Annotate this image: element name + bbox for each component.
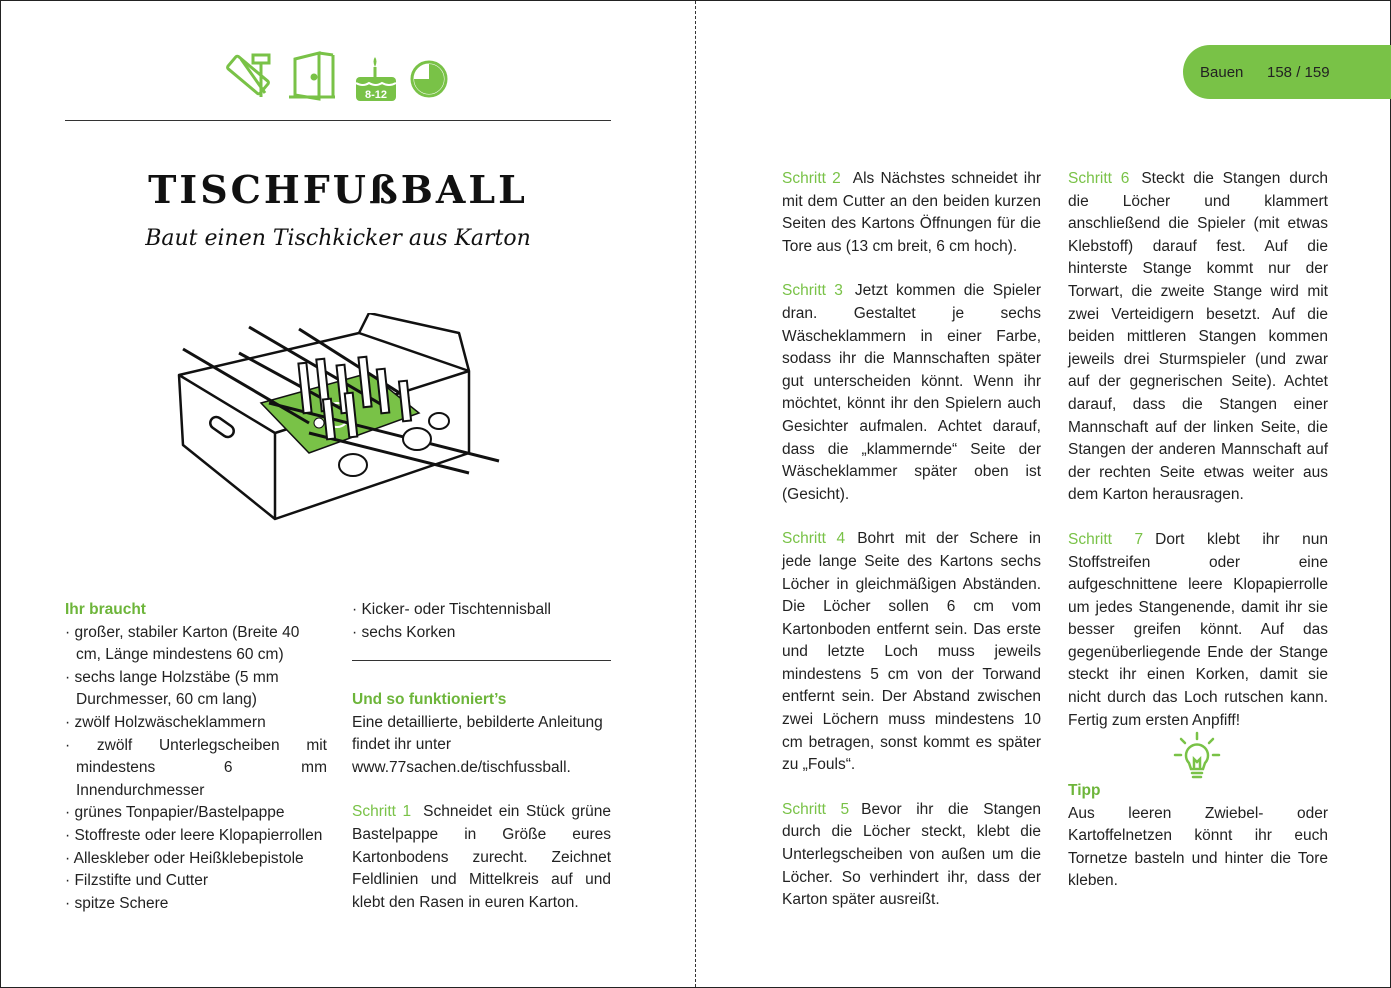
page-subtitle: Baut einen Tischkicker aus Karton bbox=[145, 226, 531, 251]
step-text: Als Nächstes schneidet ihr mit dem Cutter an den beiden kurzen Seiten des Kartons Öffnungen für die Tore aus (13 cm breit, 6 cm hoch). bbox=[782, 170, 1041, 255]
tip-text: Aus leeren Zwiebel- oder Kartoffelnetzen könnt ihr euch Tornetze basteln und hinter die Tore kleben. bbox=[1068, 804, 1328, 890]
howto-column bbox=[352, 689, 611, 914]
header-icons bbox=[219, 45, 459, 107]
materials-continued-column bbox=[352, 599, 611, 644]
step-4 bbox=[782, 528, 1041, 777]
materials-column bbox=[65, 599, 327, 915]
howto-text: Eine detaillierte, bebilderte Anleitung findet ihr unter www.77sachen.de/tischfussball. bbox=[352, 713, 603, 776]
step-text: Bohrt mit der Schere in jede lange Seite des Kartons sechs Löcher in gleichmäßigen Abständen. Die Löcher sollen 6 cm vom Kartonboden entfernt sein. Das erste und letzte Loch muss jeweils mindestens 5 cm von der Torwand entfernt sein. Der Abstand zwischen zwei Löchern muss mindestens 10 cm betragen, sonst kommt es später zu „Fouls“. bbox=[782, 530, 1041, 774]
page-title: TISCHFUßBALL bbox=[148, 167, 528, 212]
age-label: 8-12 bbox=[364, 89, 388, 101]
foosball-illustration bbox=[169, 313, 513, 525]
step-label: Schritt 3 bbox=[782, 282, 843, 300]
step-5 bbox=[782, 799, 1041, 912]
step-text: Jetzt kommen die Spieler dran. Gestaltet je sechs Wäscheklammern in einer Farbe, sodass ihr die Mannschaften später gut unterscheiden könnt. Wenn ihr möchtet, könnt ihr den Spielern auch Gesichter aufmalen. Achtet darauf, dass die „klammernde“ Seite der Wäscheklammer später oben ist (Gesicht). bbox=[782, 282, 1041, 503]
list-item: · zwölf Holzwäscheklammern bbox=[65, 712, 327, 735]
step-1 bbox=[352, 801, 611, 914]
step-label: Schritt 7 bbox=[1068, 530, 1144, 548]
step-label: Schritt 1 bbox=[352, 803, 412, 821]
list-item: · Filzstifte und Cutter bbox=[65, 870, 327, 893]
step-3 bbox=[782, 280, 1041, 506]
steps-column-left bbox=[782, 168, 1041, 912]
step-text: Schneidet ein Stück grüne Bastelpappe in Größe eures Kartonbodens zurecht. Zeichnet Feldlinien und Mittelkreis auf und klebt den Rasen in euren Karton. bbox=[352, 803, 611, 911]
list-item: · großer, stabiler Karton (Breite 40 cm, Länge mindestens 60 cm) bbox=[65, 622, 327, 667]
step-label: Schritt 4 bbox=[782, 530, 846, 548]
mid-rule-left bbox=[352, 660, 611, 661]
lightbulb-icon bbox=[1173, 731, 1221, 783]
hammer-ruler-icon bbox=[227, 55, 269, 97]
step-text: Dort klebt ihr nun Stoffstreifen oder eine aufgeschnittene leere Klopapierrolle um jedes Stangenende, damit ihr sie besser greifen könnt. Auf das gegenüberliegende Ende der Stange steckt ihr einen Korken, damit sie nicht durch das Loch rutschen kann. Fertig zum ersten Anpfiff! bbox=[1068, 530, 1329, 729]
list-item: · Kicker- oder Tischtennisball bbox=[352, 599, 611, 622]
list-item: · grünes Tonpapier/Bastelpappe bbox=[65, 802, 327, 825]
clock-icon bbox=[412, 62, 446, 96]
page-fold-line bbox=[695, 1, 696, 987]
step-label: Schritt 2 bbox=[782, 170, 841, 187]
materials-list-continued bbox=[352, 599, 611, 644]
section-label: Bauen bbox=[1200, 64, 1244, 81]
step-6 bbox=[1068, 168, 1328, 507]
page-tab bbox=[1183, 45, 1391, 99]
steps-column-right bbox=[1068, 168, 1328, 732]
age-cake-icon bbox=[356, 57, 396, 101]
list-item: · sechs Korken bbox=[352, 622, 611, 645]
materials-heading: Ihr braucht bbox=[65, 601, 146, 618]
step-text: Bevor ihr die Stangen durch die Löcher steckt, klebt die Unterlegscheiben von außen um die Löcher. So verhindert ihr, dass der Karton später ausreißt. bbox=[782, 800, 1041, 909]
door-icon bbox=[289, 53, 335, 99]
list-item: · sechs lange Holzstäbe (5 mm Durchmesser, 60 cm lang) bbox=[65, 667, 327, 712]
materials-list bbox=[65, 622, 327, 916]
list-item: · zwölf Unterlegscheiben mit mindestens 6 mm Innendurchmesser bbox=[65, 735, 327, 803]
step-2 bbox=[782, 168, 1041, 258]
howto-heading: Und so funktioniert’s bbox=[352, 691, 507, 708]
top-rule-left bbox=[65, 120, 611, 121]
page-numbers: 158 / 159 bbox=[1267, 64, 1330, 81]
step-label: Schritt 5 bbox=[782, 800, 850, 818]
step-7 bbox=[1068, 529, 1328, 732]
tip-column bbox=[1068, 780, 1328, 893]
tip-heading: Tipp bbox=[1068, 782, 1101, 799]
list-item: · Stoffreste oder leere Klopapierrollen bbox=[65, 825, 327, 848]
list-item: · Alleskleber oder Heißklebepistole bbox=[65, 848, 327, 871]
step-label: Schritt 6 bbox=[1068, 170, 1130, 187]
list-item: · spitze Schere bbox=[65, 893, 327, 916]
step-text: Steckt die Stangen durch die Löcher und klammert anschließend die Spieler (mit etwas Klebstoff) darauf fest. Auf die hinterste Stange kommt nur der Torwart, die zweite Stange wird mit zwei Verteidigern besetzt. Auf die beiden mittleren Stangen kommen jeweils drei Sturmspieler (und zwar auf der gegnerischen Seite). Achtet darauf, dass die Stangen einer Mannschaft auf der linken Seite, die Stangen der anderen Mannschaft auf der rechten Seite etwas weiter aus dem Karton herausragen. bbox=[1068, 170, 1328, 504]
